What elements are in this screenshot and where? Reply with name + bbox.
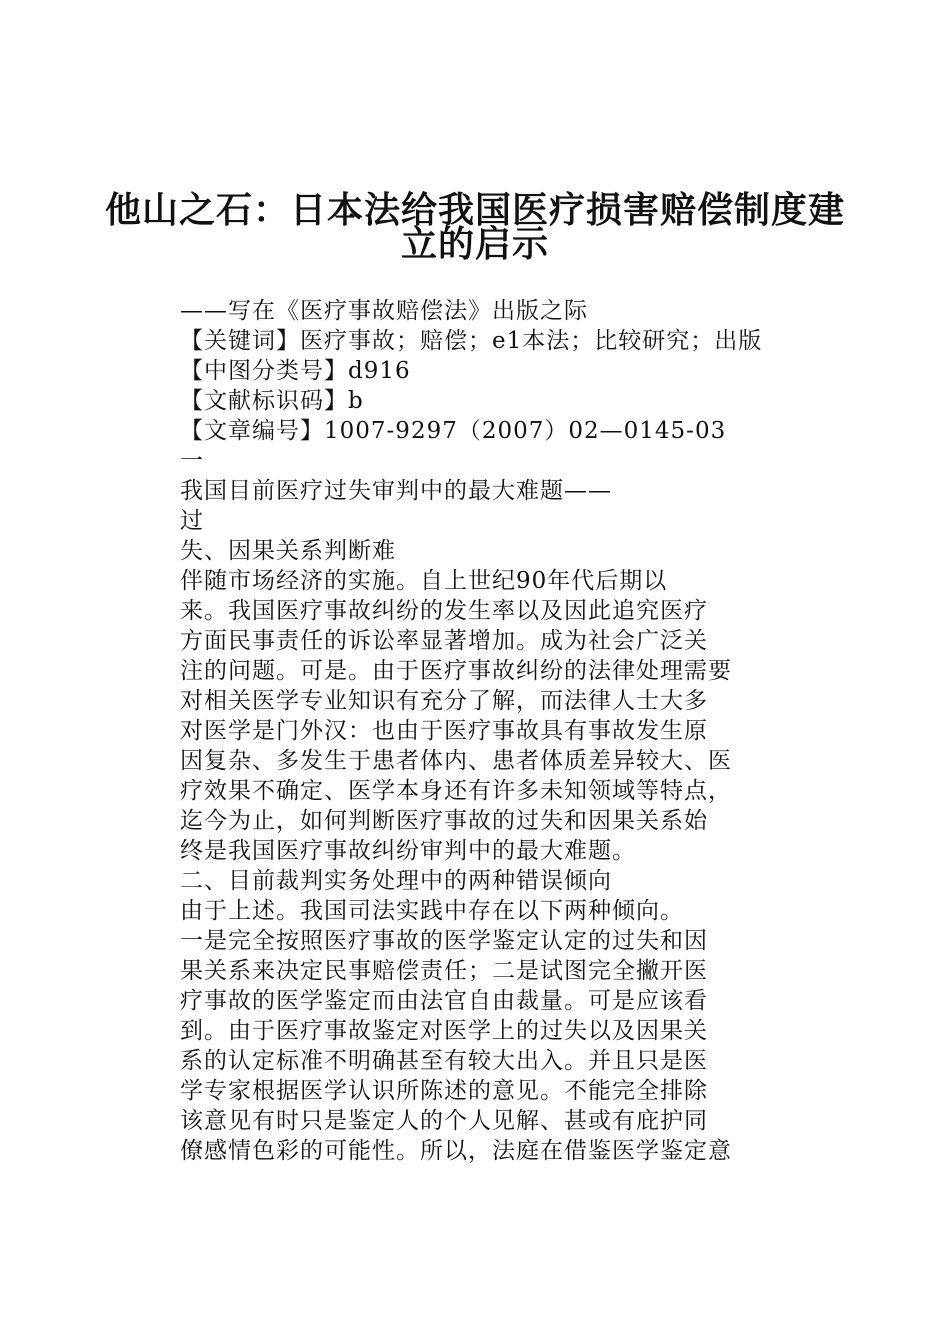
body-line: 【文献标识码】b bbox=[180, 388, 364, 414]
body-line: 一 bbox=[180, 448, 204, 474]
document-title-line-2: 立的启示 bbox=[400, 223, 549, 265]
body-line: 来。我国医疗事故纠纷的发生率以及因此追究医疗 bbox=[180, 598, 708, 624]
body-line: 【关键词】医疗事故；赔偿；e1本法；比较研究；出版 bbox=[180, 328, 763, 354]
body-line: 由于上述。我国司法实践中存在以下两种倾向。 bbox=[180, 898, 684, 924]
body-line: 失、因果关系判断难 bbox=[180, 538, 396, 564]
body-line: 伴随市场经济的实施。自上世纪90年代后期以 bbox=[180, 568, 668, 594]
body-line: ——写在《医疗事故赔偿法》出版之际 bbox=[180, 298, 588, 324]
body-line: 疗事故的医学鉴定而由法官自由裁量。可是应该看 bbox=[180, 988, 708, 1014]
body-line: 系的认定标准不明确甚至有较大出入。并且只是医 bbox=[180, 1048, 708, 1074]
body-line: 对医学是门外汉：也由于医疗事故具有事故发生原 bbox=[180, 718, 708, 744]
body-line: 迄今为止，如何判断医疗事故的过失和因果关系始 bbox=[180, 808, 708, 834]
body-line: 终是我国医疗事故纠纷审判中的最大难题。 bbox=[180, 838, 636, 864]
body-line: 对相关医学专业知识有充分了解，而法律人士大多 bbox=[180, 688, 708, 714]
document-title-line-1: 他山之石：日本法给我国医疗损害赔偿制度建 bbox=[104, 189, 845, 231]
body-line: 注的问题。可是。由于医疗事故纠纷的法律处理需要 bbox=[180, 658, 732, 684]
document-body bbox=[180, 296, 820, 1166]
body-line: 一是完全按照医疗事故的医学鉴定认定的过失和因 bbox=[180, 928, 708, 954]
body-line: 因复杂、多发生于患者体内、患者体质差异较大、医 bbox=[180, 748, 732, 774]
body-line: 学专家根据医学认识所陈述的意见。不能完全排除 bbox=[180, 1078, 708, 1104]
body-line: 到。由于医疗事故鉴定对医学上的过失以及因果关 bbox=[180, 1018, 708, 1044]
body-line: 果关系来决定民事赔偿责任；二是试图完全撇开医 bbox=[180, 958, 708, 984]
body-line: 僚感情色彩的可能性。所以，法庭在借鉴医学鉴定意 bbox=[180, 1138, 732, 1164]
body-line: 【中图分类号】d916 bbox=[180, 358, 411, 384]
body-line: 【文章编号】1007-9297（2007）02—0145-03 bbox=[180, 418, 727, 444]
body-line: 过 bbox=[180, 508, 204, 534]
body-line: 方面民事责任的诉讼率显著增加。成为社会广泛关 bbox=[180, 628, 708, 654]
body-line: 疗效果不确定、医学本身还有许多未知领域等特点， bbox=[180, 778, 732, 804]
body-line: 二、目前裁判实务处理中的两种错误倾向 bbox=[180, 868, 612, 894]
body-line: 我国目前医疗过失审判中的最大难题—— bbox=[180, 478, 612, 504]
body-line: 该意见有时只是鉴定人的个人见解、甚或有庇护同 bbox=[180, 1108, 708, 1134]
